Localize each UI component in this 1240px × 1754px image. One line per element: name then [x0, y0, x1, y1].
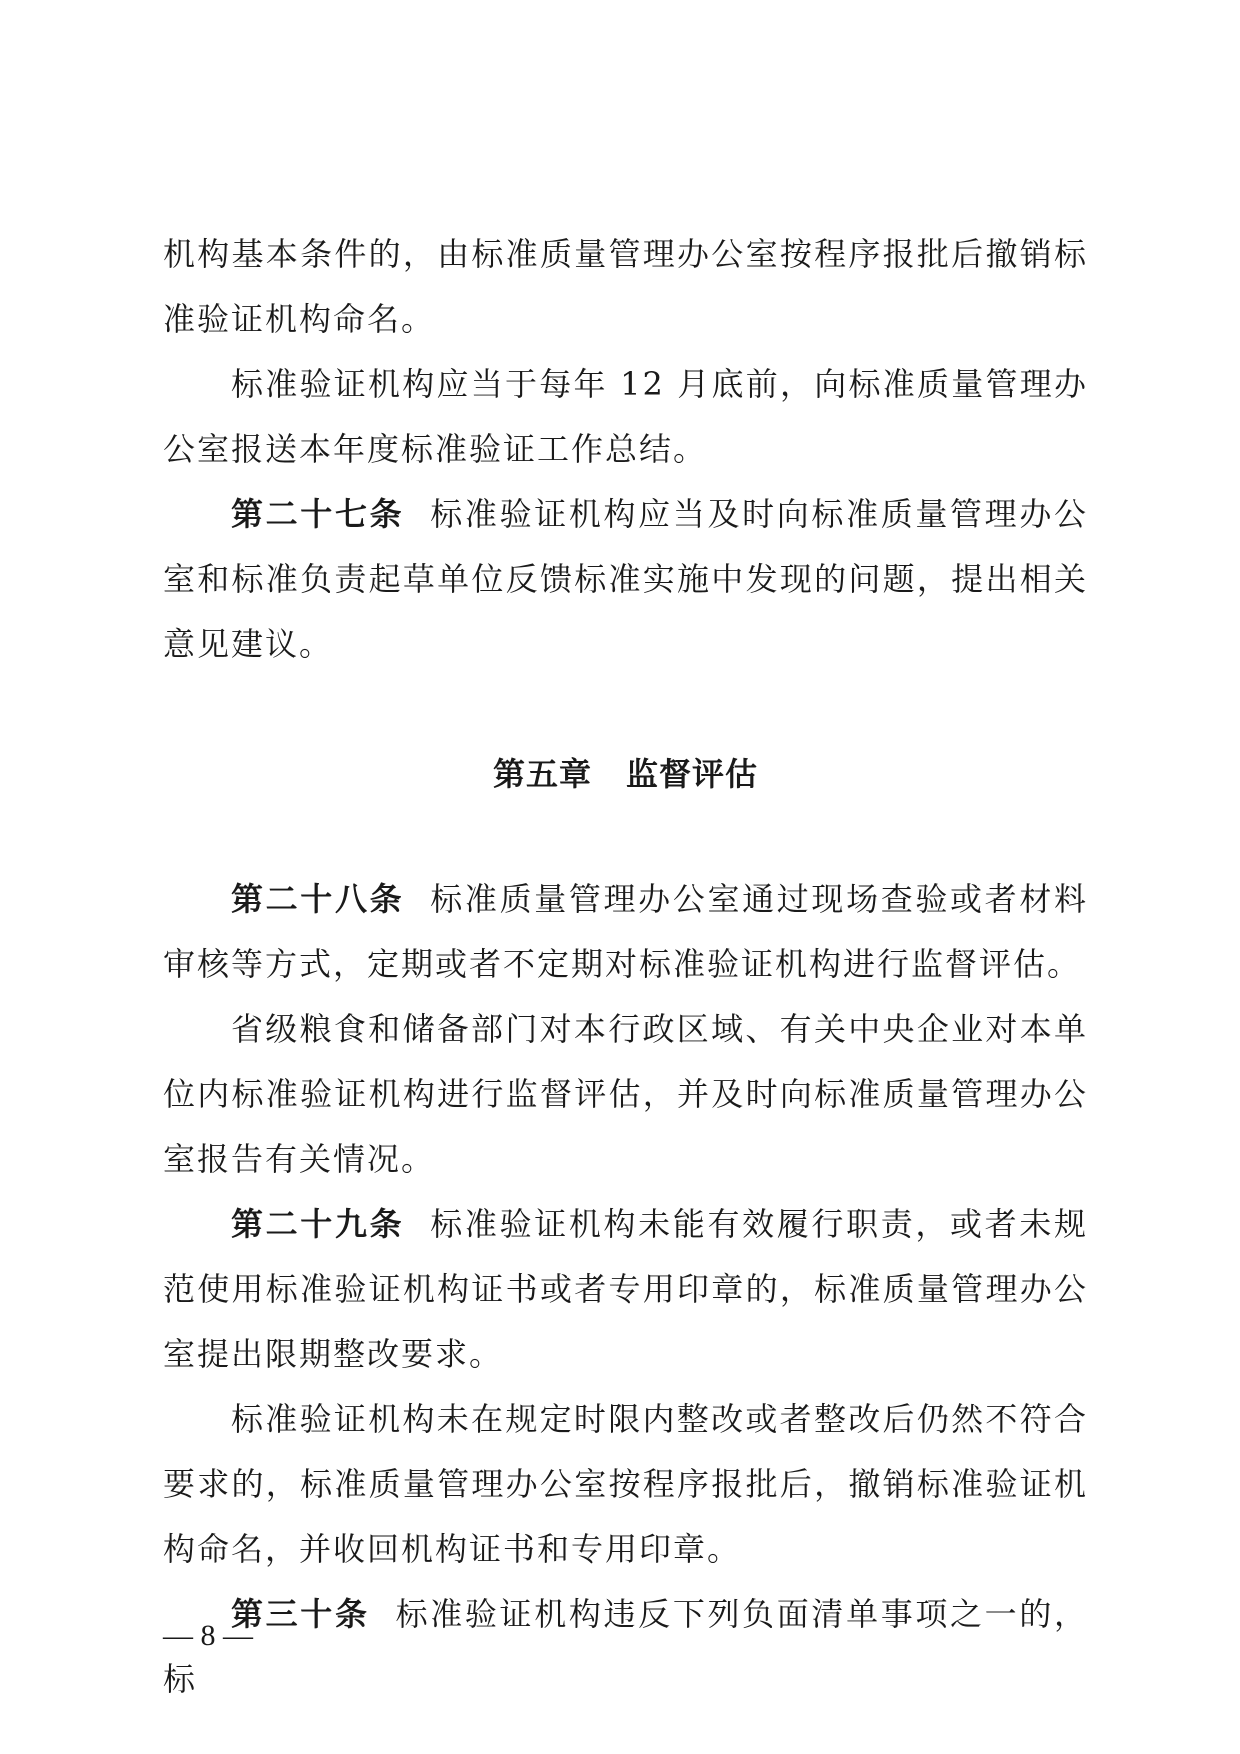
page-number: — 8 —	[163, 1619, 253, 1652]
article-28-text: 标准质量管理办公室通过现场查验或者材料审核等方式，定期或者不定期对标准验证机构进行监督评估。	[163, 880, 1088, 983]
article-28	[163, 867, 1088, 997]
chapter-number: 第五章	[492, 755, 592, 793]
article-30-text: 标准验证机构违反下列负面清单事项之一的，标	[163, 1595, 1088, 1698]
chapter-heading-block	[163, 677, 1088, 867]
article-29	[163, 1192, 1088, 1387]
article-28-title: 第二十八条	[231, 880, 405, 918]
article-27-text: 标准验证机构应当及时向标准质量管理办公室和标准负责起草单位反馈标准实施中发现的问题，提出相关意见建议。	[163, 495, 1088, 663]
paragraph-annual-summary: 标准验证机构应当于每年 12 月底前，向标准质量管理办公室报送本年度标准验证工作总结。	[163, 365, 1088, 468]
article-30	[163, 1582, 1088, 1712]
paragraph-continuation: 机构基本条件的，由标准质量管理办公室按程序报批后撤销标准验证机构命名。	[163, 235, 1088, 338]
article-30-title: 第三十条	[231, 1595, 370, 1633]
document-body	[163, 222, 1088, 1712]
article-29-paragraph-2: 标准验证机构未在规定时限内整改或者整改后仍然不符合要求的，标准质量管理办公室按程序报批后，撤销标准验证机构命名，并收回机构证书和专用印章。	[163, 1400, 1088, 1568]
article-28-paragraph-2: 省级粮食和储备部门对本行政区域、有关中央企业对本单位内标准验证机构进行监督评估，并及时向标准质量管理办公室报告有关情况。	[163, 1010, 1088, 1178]
article-27-title: 第二十七条	[231, 495, 405, 533]
article-29-text: 标准验证机构未能有效履行职责，或者未规范使用标准验证机构证书或者专用印章的，标准质量管理办公室提出限期整改要求。	[163, 1205, 1088, 1373]
chapter-name: 监督评估	[626, 755, 759, 793]
article-29-title: 第二十九条	[231, 1205, 405, 1243]
chapter-heading	[493, 749, 758, 795]
article-27	[163, 482, 1088, 677]
